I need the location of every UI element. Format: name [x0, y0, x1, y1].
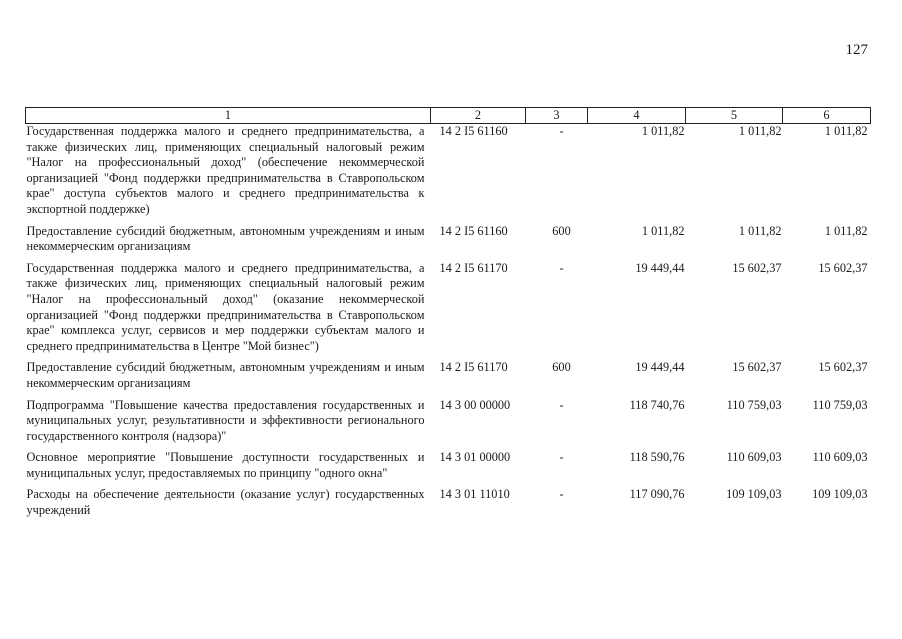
row-expense-type: 600 [552, 360, 571, 375]
header-col-1: 1 [26, 108, 431, 124]
row-code: 14 2 I5 61160 [439, 124, 508, 138]
row-name: Расходы на обеспечение деятельности (оказание услуг) государственных учреждений [26, 487, 425, 518]
row-value-col-6: 1 011,82 [824, 124, 868, 138]
row-value-col-4: 118 740,76 [629, 397, 685, 412]
row-name: Государственная поддержка малого и среднего предпринимательства, а также физических лиц, применяющих специальный налоговый режим "Налог на профессиональный доход" (оказание некоммерческой организацией "Фонд поддержки предпринимательства в Ставропольском крае" комплекса услуг, сервисов и мер поддержки субъектам малого и среднего предпринимательства в Центре "Мой бизнес") [26, 260, 425, 353]
row-value-col-4: 1 011,82 [641, 124, 685, 138]
row-value-col-5: 15 602,37 [732, 260, 782, 275]
table-row [26, 487, 871, 524]
row-name: Государственная поддержка малого и среднего предпринимательства, а также физических лиц, применяющих специальный налоговый режим "Налог на профессиональный доход" (обеспечение некоммерческой организацией "Фонд поддержки предпринимательства в Ставропольском крае" доступа субъектов малого и среднего предпринимательства к экспортной поддержке) [26, 124, 425, 216]
row-expense-type: - [559, 487, 564, 502]
row-code: 14 3 00 00000 [439, 397, 511, 412]
row-expense-type: - [559, 450, 564, 465]
header-row [26, 108, 871, 124]
page-number: 127 [845, 42, 868, 58]
row-value-col-6: 109 109,03 [812, 487, 868, 502]
row-value-col-4: 1 011,82 [641, 223, 685, 238]
table-header [26, 108, 871, 124]
row-value-col-6: 110 609,03 [812, 450, 868, 465]
table-row [26, 261, 871, 361]
row-expense-type: - [559, 260, 564, 275]
table-row [26, 124, 871, 224]
table-row [26, 450, 871, 487]
table-body [26, 124, 871, 525]
row-code: 14 2 I5 61170 [439, 260, 508, 275]
row-code: 14 3 01 11010 [439, 487, 510, 502]
row-value-col-5: 1 011,82 [738, 223, 782, 238]
header-col-6: 6 [783, 108, 871, 124]
row-value-col-5: 1 011,82 [738, 124, 782, 138]
table-row [26, 398, 871, 451]
header-col-5: 5 [686, 108, 783, 124]
row-name: Основное мероприятие "Повышение доступности государственных и муниципальных услуг, предоставляемых по принципу "одного окна" [26, 450, 425, 480]
header-col-4: 4 [588, 108, 686, 124]
table-row [26, 224, 871, 261]
row-value-col-5: 110 759,03 [726, 397, 782, 412]
row-value-col-4: 19 449,44 [635, 360, 685, 375]
row-expense-type: - [559, 397, 564, 412]
row-name: Предоставление субсидий бюджетным, автономным учреждениям и иным некоммерческим организациям [26, 360, 425, 390]
row-expense-type: - [559, 124, 564, 138]
row-value-col-6: 15 602,37 [818, 360, 868, 375]
row-expense-type: 600 [552, 223, 571, 238]
row-code: 14 2 I5 61160 [439, 223, 508, 238]
budget-table [25, 107, 871, 525]
row-code: 14 2 I5 61170 [439, 360, 508, 375]
table-row [26, 360, 871, 397]
row-name: Подпрограмма "Повышение качества предоставления государственных и муниципальных услуг, результативности и эффективности регионального государственного контроля (надзора)" [26, 397, 425, 443]
row-value-col-6: 15 602,37 [818, 260, 868, 275]
row-value-col-6: 1 011,82 [824, 223, 868, 238]
row-value-col-5: 15 602,37 [732, 360, 782, 375]
row-value-col-5: 110 609,03 [726, 450, 782, 465]
header-col-2: 2 [431, 108, 526, 124]
row-value-col-4: 117 090,76 [629, 487, 685, 502]
row-name: Предоставление субсидий бюджетным, автономным учреждениям и иным некоммерческим организациям [26, 223, 425, 254]
row-value-col-4: 19 449,44 [635, 260, 685, 275]
row-value-col-5: 109 109,03 [726, 487, 782, 502]
row-value-col-6: 110 759,03 [812, 397, 868, 412]
row-value-col-4: 118 590,76 [629, 450, 685, 465]
row-code: 14 3 01 00000 [439, 450, 511, 465]
header-col-3: 3 [526, 108, 588, 124]
